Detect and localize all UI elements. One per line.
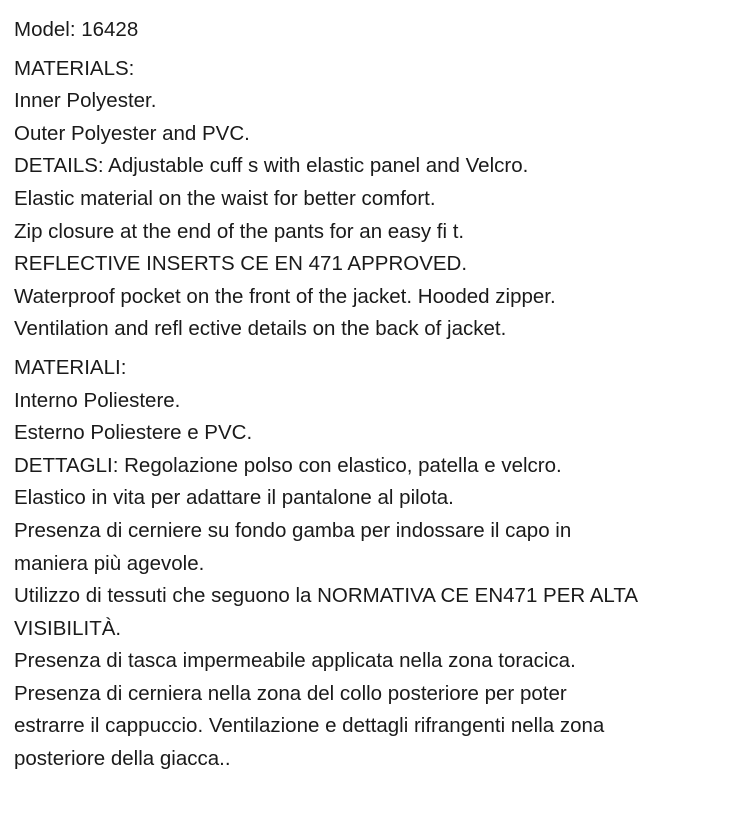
english-line-zip: Zip closure at the end of the pants for an easy fi t. bbox=[14, 219, 465, 243]
italian-line-dettagli: DETTAGLI: Regolazione polso con elastico, patella e velcro. bbox=[14, 453, 562, 477]
english-line-outer: Outer Polyester and PVC. bbox=[14, 121, 250, 145]
model-block bbox=[14, 14, 740, 47]
english-line-details: DETAILS: Adjustable cuff s with elastic panel and Velcro. bbox=[14, 154, 529, 178]
english-section bbox=[14, 53, 740, 346]
italian-line-interno: Interno Poliestere. bbox=[14, 388, 181, 412]
english-heading: MATERIALS: bbox=[14, 56, 135, 80]
english-line-reflective: REFLECTIVE INSERTS CE EN 471 APPROVED. bbox=[14, 252, 468, 276]
italian-line-cappuccio: estrarre il cappuccio. Ventilazione e dettagli rifrangenti nella zona bbox=[14, 714, 605, 738]
italian-line-giacca: posteriore della giacca.. bbox=[14, 747, 231, 771]
italian-line-cerniere: Presenza di cerniere su fondo gamba per indossare il capo in bbox=[14, 518, 572, 542]
italian-line-normativa: Utilizzo di tessuti che seguono la NORMATIVA CE EN471 PER ALTA bbox=[14, 584, 638, 608]
italian-line-collo: Presenza di cerniera nella zona del collo posteriore per poter bbox=[14, 681, 567, 705]
italian-heading: MATERIALI: bbox=[14, 355, 127, 379]
italian-section bbox=[14, 352, 740, 776]
italian-line-agevole: maniera più agevole. bbox=[14, 551, 205, 575]
italian-line-esterno: Esterno Poliestere e PVC. bbox=[14, 421, 253, 445]
english-line-ventilation: Ventilation and refl ective details on the back of jacket. bbox=[14, 317, 507, 341]
italian-line-visibilita: VISIBILITÀ. bbox=[14, 616, 122, 640]
english-line-inner: Inner Polyester. bbox=[14, 89, 157, 113]
model-number: Model: 16428 bbox=[14, 18, 139, 41]
english-line-waist: Elastic material on the waist for better comfort. bbox=[14, 186, 436, 210]
english-line-pocket: Waterproof pocket on the front of the jacket. Hooded zipper. bbox=[14, 284, 556, 308]
italian-line-tasca: Presenza di tasca impermeabile applicata nella zona toracica. bbox=[14, 649, 576, 673]
italian-line-vita: Elastico in vita per adattare il pantalone al pilota. bbox=[14, 486, 454, 510]
